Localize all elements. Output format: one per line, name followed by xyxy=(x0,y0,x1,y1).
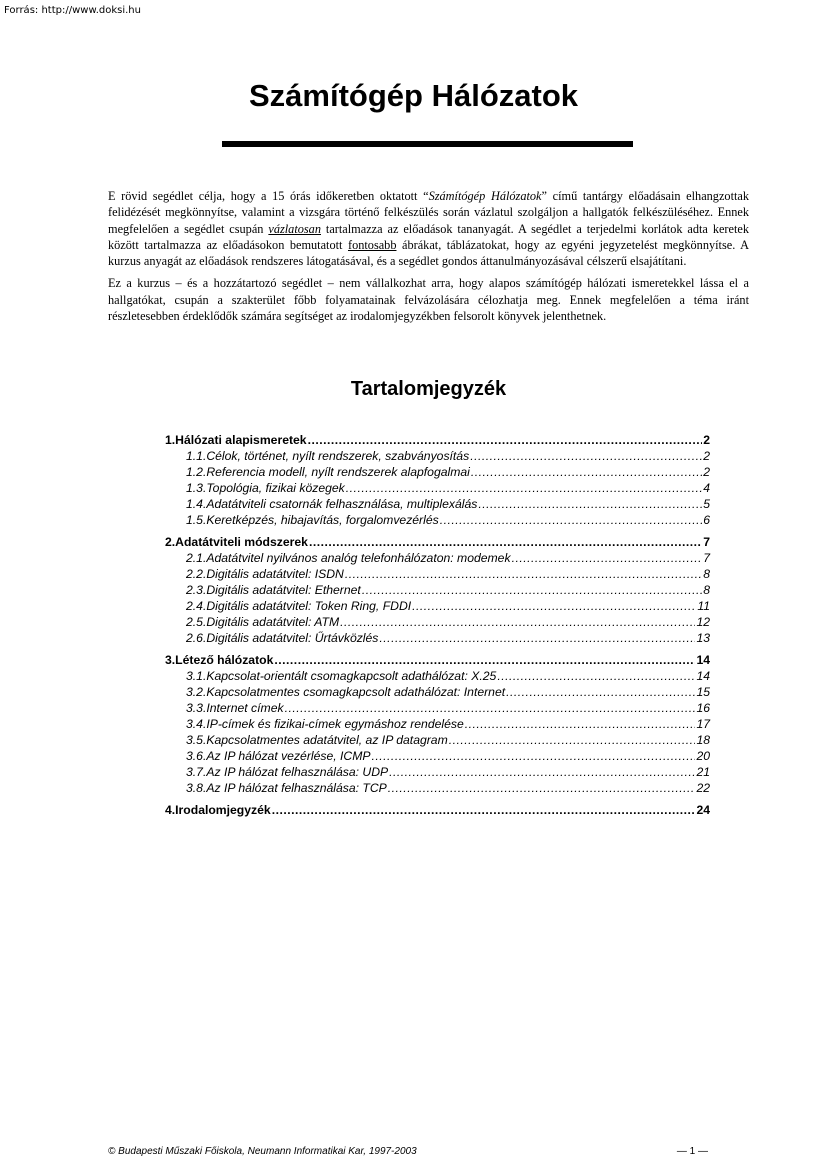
toc-entry-title: Digitális adatátvitel: ISDN xyxy=(206,567,344,581)
toc-entry-page: 7 xyxy=(703,535,710,549)
toc-entry-title: Létező hálózatok xyxy=(175,653,274,667)
intro-paragraph-2: Ez a kurzus – és a hozzátartozó segédlet – nem vállalkozhat arra, hogy alapos számítógép hálózati ismeretekkel lássa el a hallgatókat, csupán a szakterület főbb folyamatainak felvázolására célozhatja meg. Ennek megfelelően a téma iránt részletesebben érdeklődők számára segítséget az irodalomjegyzékben felsorolt könyvek jelenthetnek. xyxy=(108,276,749,324)
toc-section-entry[interactable] xyxy=(165,550,710,566)
toc-dot-leader xyxy=(449,732,696,748)
intro-text-g: ábrákat, táblázatokat, hogy az egyéni jegyzetelést megkönnyítse. A kurzus anyagát az előadások rendszeres látogatásával, és a segédlet gondos áttanulmányozásával célszerű elsajátítani. xyxy=(108,237,749,269)
toc-entry-title: Kapcsolat-orientált csomagkapcsolt adathálózat: X.25 xyxy=(206,669,497,683)
toc-entry-number: 3.1. xyxy=(186,669,207,683)
toc-entry-number: 3.5. xyxy=(186,733,207,747)
toc-dot-leader xyxy=(372,748,696,764)
toc-dot-leader xyxy=(346,480,702,496)
toc-entry-title: Digitális adatátvitel: Ethernet xyxy=(206,583,361,597)
toc-entry-page: 13 xyxy=(696,631,710,645)
toc-entry-title: Keretképzés, hibajavítás, forgalomvezérlés xyxy=(206,513,439,527)
toc-entry-title: Referencia modell, nyílt rendszerek alapfogalmai xyxy=(206,465,470,479)
toc-dot-leader xyxy=(471,464,702,480)
toc-entry-title: Kapcsolatmentes csomagkapcsolt adathálózat: Internet xyxy=(206,685,506,699)
toc-entry-page: 24 xyxy=(696,803,710,817)
toc-entry-number: 1.1. xyxy=(186,449,207,463)
toc-entry-title: Digitális adatátvitel: Token Ring, FDDI xyxy=(206,599,412,613)
toc-entry-number: 3.3. xyxy=(186,701,207,715)
toc-entry-page: 22 xyxy=(696,781,710,795)
toc-entry-number: 3.4. xyxy=(186,717,207,731)
footer-copyright: © Budapesti Műszaki Főiskola, Neumann Informatikai Kar, 1997-2003 xyxy=(108,1146,417,1157)
toc-chapter-entry[interactable] xyxy=(165,802,710,818)
toc-entry-title: Adatátviteli módszerek xyxy=(175,535,308,549)
toc-entry-page: 8 xyxy=(703,583,710,597)
toc-entry-number: 3.7. xyxy=(186,765,207,779)
intro-paragraph-1 xyxy=(108,188,749,269)
toc-section-entry[interactable] xyxy=(165,716,710,732)
toc-entry-number: 1. xyxy=(165,433,176,447)
toc-entry-title: Az IP hálózat felhasználása: UDP xyxy=(206,765,389,779)
toc-entry-page: 14 xyxy=(696,669,710,683)
toc-entry-title: Adatátviteli csatornák felhasználása, multiplexálás xyxy=(206,497,478,511)
toc-section-entry[interactable] xyxy=(165,496,710,512)
toc-entry-number: 1.2. xyxy=(186,465,207,479)
toc-chapter-entry[interactable] xyxy=(165,432,710,448)
toc-dot-leader xyxy=(309,534,702,550)
toc-section-entry[interactable] xyxy=(165,448,710,464)
toc-section-entry[interactable] xyxy=(165,566,710,582)
toc-entry-number: 1.5. xyxy=(186,513,207,527)
toc-entry-page: 16 xyxy=(696,701,710,715)
course-name: Számítógép Hálózatok xyxy=(428,189,542,203)
source-url: Forrás: http://www.doksi.hu xyxy=(4,5,141,16)
toc-entry-page: 12 xyxy=(696,615,710,629)
toc-dot-leader xyxy=(345,566,702,582)
toc-dot-leader xyxy=(274,652,695,668)
toc-entry-page: 6 xyxy=(703,513,710,527)
toc-entry-number: 3.2. xyxy=(186,685,207,699)
toc-dot-leader xyxy=(340,614,695,630)
toc-entry-number: 3.6. xyxy=(186,749,207,763)
toc-entry-page: 11 xyxy=(697,599,710,613)
toc-section-entry[interactable] xyxy=(165,614,710,630)
toc-entry-number: 3. xyxy=(165,653,176,667)
toc-entry-page: 14 xyxy=(696,653,710,667)
toc-entry-number: 2.4. xyxy=(186,599,207,613)
emphasis-vazlatosan: vázlatosan xyxy=(268,221,321,236)
toc-section-entry[interactable] xyxy=(165,780,710,796)
toc-entry-number: 2.3. xyxy=(186,583,207,597)
toc-chapter-entry[interactable] xyxy=(165,652,710,668)
title-underline xyxy=(222,141,633,147)
toc-section-entry[interactable] xyxy=(165,732,710,748)
toc-entry-number: 2.5. xyxy=(186,615,207,629)
toc-dot-leader xyxy=(389,764,695,780)
toc-entry-page: 2 xyxy=(703,433,710,447)
toc-entry-number: 2.1. xyxy=(186,551,207,565)
toc-entry-number: 2.2. xyxy=(186,567,207,581)
toc-entry-page: 2 xyxy=(703,449,710,463)
toc-entry-page: 15 xyxy=(696,685,710,699)
toc-section-entry[interactable] xyxy=(165,764,710,780)
toc-entry-title: Internet címek xyxy=(206,701,284,715)
toc-entry-page: 18 xyxy=(696,733,710,747)
toc-dot-leader xyxy=(285,700,696,716)
toc-entry-number: 1.4. xyxy=(186,497,207,511)
toc-dot-leader xyxy=(412,598,696,614)
toc-entry-title: Digitális adatátvitel: Űrtávközlés xyxy=(206,631,379,645)
toc-entry-title: Irodalomjegyzék xyxy=(175,803,271,817)
toc-section-entry[interactable] xyxy=(165,464,710,480)
toc-entry-page: 8 xyxy=(703,567,710,581)
toc-entry-page: 4 xyxy=(703,481,710,495)
toc-dot-leader xyxy=(440,512,703,528)
toc-entry-title: IP-címek és fizikai-címek egymáshoz rendelése xyxy=(206,717,464,731)
toc-entry-page: 2 xyxy=(703,465,710,479)
toc-entry-title: Digitális adatátvitel: ATM xyxy=(206,615,340,629)
intro-text-c: ” című tantárgy előadásain elhangzottak felidézését megkönnyítse, valamint a vizsgára történő felkészülés során vázlatul szolgáljon a hallgatók felkészüléséhez. Ennek megfelelően a segédlet csupán xyxy=(108,189,750,236)
emphasis-fontosabb: fontosabb xyxy=(347,237,397,252)
toc-section-entry[interactable] xyxy=(165,480,710,496)
toc-dot-leader xyxy=(497,668,695,684)
toc-section-entry[interactable] xyxy=(165,748,710,764)
toc-dot-leader xyxy=(362,582,702,598)
toc-dot-leader xyxy=(272,802,696,818)
toc-entry-number: 3.8. xyxy=(186,781,207,795)
toc-entry-page: 17 xyxy=(696,717,710,731)
toc-entry-title: Kapcsolatmentes adatátvitel, az IP datagram xyxy=(206,733,448,747)
page-number: — 1 — xyxy=(676,1146,708,1157)
document-title: Számítógép Hálózatok xyxy=(249,78,578,113)
toc-entry-title: Adatátvitel nyilvános analóg telefonhálózaton: modemek xyxy=(206,551,511,565)
toc-dot-leader xyxy=(470,448,702,464)
toc-entry-number: 4. xyxy=(165,803,176,817)
toc-section-entry[interactable] xyxy=(165,582,710,598)
toc-dot-leader xyxy=(465,716,696,732)
toc-section-entry[interactable] xyxy=(165,668,710,684)
intro-section xyxy=(108,188,749,330)
toc-section-entry[interactable] xyxy=(165,700,710,716)
toc-dot-leader xyxy=(512,550,703,566)
toc-dot-leader xyxy=(388,780,696,796)
intro-text-a: E rövid segédlet célja, hogy a 15 órás időkeretben oktatott “ xyxy=(108,189,429,203)
table-of-contents xyxy=(165,432,710,818)
toc-dot-leader xyxy=(478,496,702,512)
toc-dot-leader xyxy=(308,432,703,448)
toc-entry-number: 2.6. xyxy=(186,631,207,645)
toc-section-entry[interactable] xyxy=(165,598,710,614)
toc-section-entry[interactable] xyxy=(165,630,710,646)
toc-entry-title: Az IP hálózat vezérlése, ICMP xyxy=(206,749,371,763)
toc-entry-page: 20 xyxy=(696,749,710,763)
toc-dot-leader xyxy=(379,630,695,646)
toc-section-entry[interactable] xyxy=(165,684,710,700)
toc-entry-title: Célok, történet, nyílt rendszerek, szabványosítás xyxy=(206,449,470,463)
toc-entry-title: Az IP hálózat felhasználása: TCP xyxy=(206,781,387,795)
toc-entry-title: Topológia, fizikai közegek xyxy=(206,481,345,495)
toc-dot-leader xyxy=(506,684,695,700)
toc-chapter-entry[interactable] xyxy=(165,534,710,550)
toc-entry-page: 5 xyxy=(703,497,710,511)
toc-entry-page: 7 xyxy=(703,551,710,565)
toc-entry-title: Hálózati alapismeretek xyxy=(175,433,307,447)
toc-entry-number: 1.3. xyxy=(186,481,207,495)
toc-entry-page: 21 xyxy=(696,765,710,779)
toc-heading: Tartalomjegyzék xyxy=(350,378,507,400)
toc-section-entry[interactable] xyxy=(165,512,710,528)
intro-text-e: tartalmazza az előadások tananyagát. A segédlet a terjedelmi korlátok adta keretek között tartalmazza az előadásokon bemutatott xyxy=(108,221,749,252)
toc-entry-number: 2. xyxy=(165,535,176,549)
